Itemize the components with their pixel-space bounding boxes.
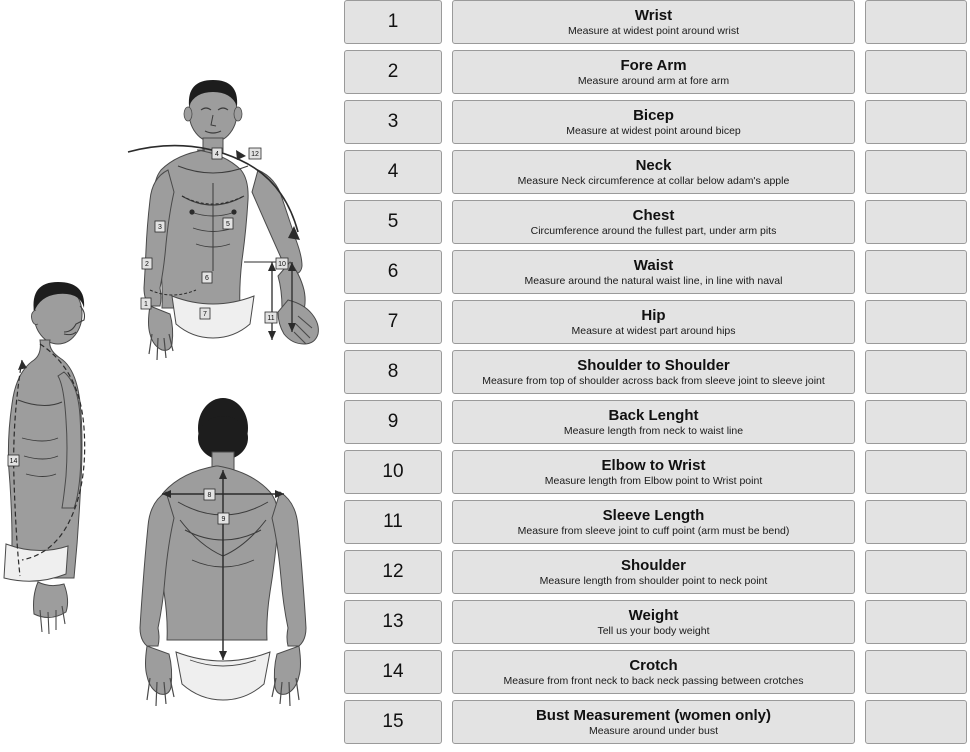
measurement-row [341, 450, 970, 494]
measurement-instruction: Measure at widest point around wrist [568, 24, 739, 37]
back-figure [140, 398, 306, 706]
measurement-number: 6 [344, 250, 442, 294]
body-diagram-panel [0, 0, 340, 752]
measurement-instruction: Measure length from shoulder point to neck point [539, 574, 768, 587]
measurement-input-cell[interactable] [865, 700, 967, 744]
measurement-number: 2 [344, 50, 442, 94]
figure-tag-14 [8, 455, 19, 466]
measurement-input[interactable] [866, 251, 966, 293]
measurement-input[interactable] [866, 701, 966, 743]
measurement-input[interactable] [866, 1, 966, 43]
svg-text:9: 9 [221, 516, 226, 523]
svg-text:10: 10 [278, 261, 286, 268]
measurement-instruction: Measure around the natural waist line, in line with naval [524, 274, 783, 287]
measurement-input[interactable] [866, 201, 966, 243]
measurement-description-cell [452, 600, 855, 644]
measurement-row [341, 600, 970, 644]
measurement-input[interactable] [866, 101, 966, 143]
measurement-title: Neck [635, 156, 672, 174]
measurement-input-cell[interactable] [865, 50, 967, 94]
measurement-input[interactable] [866, 401, 966, 443]
measurement-row [341, 150, 970, 194]
measurement-number: 12 [344, 550, 442, 594]
svg-text:6: 6 [205, 275, 209, 282]
measurement-number: 5 [344, 200, 442, 244]
side-figure [4, 282, 85, 634]
measurement-description-cell [452, 450, 855, 494]
measurement-title: Bicep [633, 106, 674, 124]
svg-text:2: 2 [145, 261, 149, 268]
measurement-number: 3 [344, 100, 442, 144]
measurement-row [341, 200, 970, 244]
measurement-description-cell [452, 350, 855, 394]
svg-text:3: 3 [158, 224, 162, 231]
figure-tag-1 [141, 298, 151, 309]
measurement-instruction: Measure around under bust [589, 724, 718, 737]
measurement-row [341, 250, 970, 294]
measurement-title: Hip [641, 306, 666, 324]
measurement-input[interactable] [866, 601, 966, 643]
measurement-instruction: Measure from sleeve joint to cuff point (arm must be bend) [517, 524, 790, 537]
measurement-instruction: Measure at widest point around bicep [566, 124, 741, 137]
measurement-input-cell[interactable] [865, 400, 967, 444]
svg-text:7: 7 [203, 311, 207, 318]
figure-tag-8 [204, 489, 215, 500]
measurement-row [341, 400, 970, 444]
measurement-input-cell[interactable] [865, 100, 967, 144]
figure-tag-5 [223, 218, 233, 229]
measurement-instruction: Measure from front neck to back neck passing between crotches [503, 674, 804, 687]
measurement-row [341, 350, 970, 394]
measurement-title: Back Lenght [608, 406, 699, 424]
measurement-description-cell [452, 200, 855, 244]
measurement-title: Weight [628, 606, 679, 624]
measurement-description-cell [452, 300, 855, 344]
measurement-instruction: Measure around arm at fore arm [577, 74, 730, 87]
svg-text:8: 8 [207, 492, 212, 499]
measurement-description-cell [452, 150, 855, 194]
measurement-row [341, 550, 970, 594]
measurement-number: 8 [344, 350, 442, 394]
measurement-input[interactable] [866, 501, 966, 543]
measurement-input-cell[interactable] [865, 650, 967, 694]
measurement-description-cell [452, 550, 855, 594]
measurement-description-cell [452, 100, 855, 144]
measurement-row [341, 50, 970, 94]
measurement-number: 7 [344, 300, 442, 344]
body-diagram-svg [0, 0, 340, 752]
measurement-title: Waist [633, 256, 674, 274]
measurement-number: 1 [344, 0, 442, 44]
measurement-description-cell [452, 500, 855, 544]
measurement-row [341, 650, 970, 694]
measurement-instruction: Measure Neck circumference at collar below adam's apple [517, 174, 790, 187]
measurement-title: Shoulder [620, 556, 686, 574]
measurement-description-cell [452, 0, 855, 44]
measurement-title: Wrist [634, 6, 673, 24]
measurement-input-cell[interactable] [865, 350, 967, 394]
measurement-description-cell [452, 400, 855, 444]
measurement-input-cell[interactable] [865, 150, 967, 194]
svg-text:1: 1 [144, 301, 148, 308]
figure-tag-4 [212, 148, 222, 159]
measurement-number: 11 [344, 500, 442, 544]
measurement-row [341, 500, 970, 544]
measurement-description-cell [452, 50, 855, 94]
svg-text:11: 11 [267, 315, 275, 322]
figure-tag-10 [276, 258, 288, 269]
measurement-input-cell[interactable] [865, 500, 967, 544]
measurement-row [341, 300, 970, 344]
measurement-title: Shoulder to Shoulder [577, 356, 730, 374]
measurement-title: Bust Measurement (women only) [535, 706, 772, 724]
measurement-row [341, 700, 970, 744]
measurement-number: 10 [344, 450, 442, 494]
measurement-title: Crotch [629, 656, 678, 674]
svg-text:5: 5 [226, 221, 230, 228]
measurement-number: 4 [344, 150, 442, 194]
svg-text:12: 12 [251, 151, 259, 158]
measurement-input[interactable] [866, 551, 966, 593]
measurement-input[interactable] [866, 351, 966, 393]
measurement-input-cell[interactable] [865, 550, 967, 594]
measurement-table [341, 0, 970, 752]
measurement-input-cell[interactable] [865, 300, 967, 344]
figure-tag-12 [249, 148, 261, 159]
measurement-instruction: Tell us your body weight [597, 624, 710, 637]
figure-tag-7 [200, 308, 210, 319]
measurement-input[interactable] [866, 51, 966, 93]
measurement-input-cell[interactable] [865, 0, 967, 44]
svg-text:4: 4 [215, 151, 219, 158]
measurement-input[interactable] [866, 151, 966, 193]
measurement-instruction: Measure length from neck to waist line [563, 424, 744, 437]
measurement-instruction: Measure at widest part around hips [571, 324, 736, 337]
measurement-number: 15 [344, 700, 442, 744]
measurement-number: 9 [344, 400, 442, 444]
measurement-title: Chest [632, 206, 675, 224]
figure-tag-6 [202, 272, 212, 283]
measurement-input[interactable] [866, 651, 966, 693]
measurement-number: 14 [344, 650, 442, 694]
measurement-title: Fore Arm [620, 56, 687, 74]
figure-tag-2 [142, 258, 152, 269]
front-figure [128, 80, 318, 360]
measurement-description-cell [452, 650, 855, 694]
measurement-input[interactable] [866, 451, 966, 493]
measurement-description-cell [452, 700, 855, 744]
measurement-row [341, 0, 970, 44]
measurement-instruction: Measure from top of shoulder across back from sleeve joint to sleeve joint [482, 374, 825, 387]
figure-tag-9 [218, 513, 229, 524]
measurement-description-cell [452, 250, 855, 294]
measurement-input[interactable] [866, 301, 966, 343]
figure-tag-3 [155, 221, 165, 232]
measurement-input-cell[interactable] [865, 450, 967, 494]
measurement-input-cell[interactable] [865, 200, 967, 244]
figure-tag-11 [265, 312, 277, 323]
measurement-instruction: Circumference around the fullest part, under arm pits [530, 224, 777, 237]
measurement-input-cell[interactable] [865, 250, 967, 294]
measurement-title: Elbow to Wrist [601, 456, 706, 474]
measurement-row [341, 100, 970, 144]
measurement-input-cell[interactable] [865, 600, 967, 644]
measurement-title: Sleeve Length [602, 506, 705, 524]
measurement-instruction: Measure length from Elbow point to Wrist point [544, 474, 763, 487]
measurement-number: 13 [344, 600, 442, 644]
svg-text:14: 14 [9, 458, 18, 465]
